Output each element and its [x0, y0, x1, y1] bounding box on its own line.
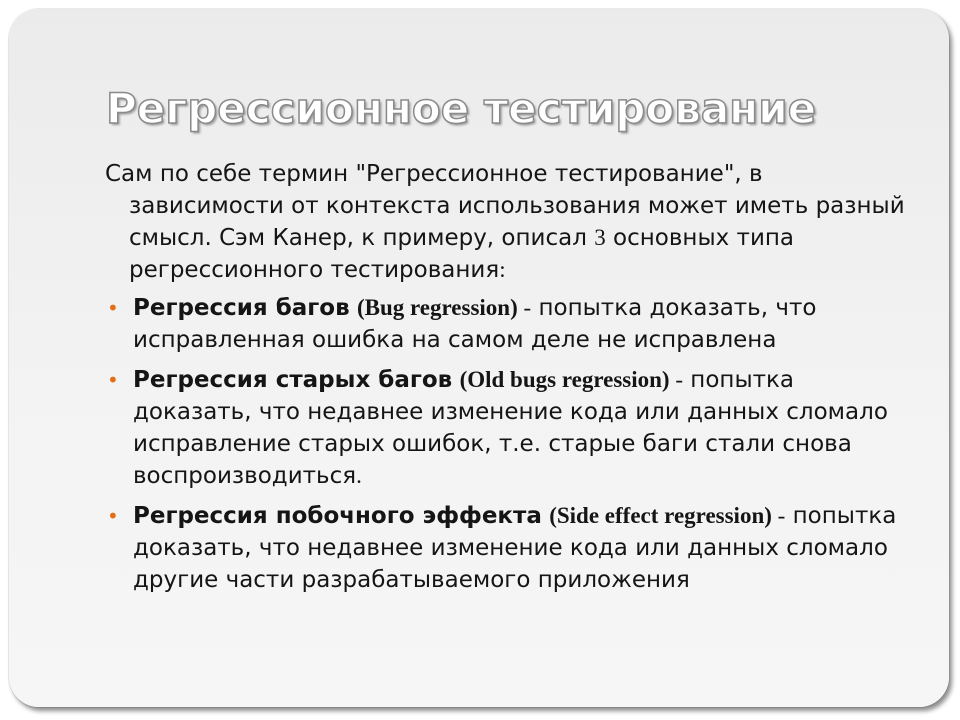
bullet-description: попытка доказать, что недавнее изменение кода или данных сломало исправление старых ошибок, т.е. старые баги стали снова воспроизводиться: [133, 367, 888, 489]
list-item: [105, 364, 905, 492]
bullet-term: Регрессия старых багов: [133, 367, 453, 393]
bullet-dot-icon: •: [107, 296, 119, 320]
list-item: [105, 500, 905, 596]
intro-colon: :: [499, 257, 506, 282]
bullet-description: попытка доказать, что недавнее изменение кода или данных сломало другие части разрабатываемого приложения: [133, 503, 897, 593]
intro-paragraph: [105, 158, 905, 286]
list-item: [105, 292, 905, 356]
bullet-description: попытка доказать, что исправленная ошибка на самом деле не исправлена: [133, 295, 817, 353]
intro-number: 3: [594, 225, 606, 250]
bullet-term: Регрессия багов: [133, 295, 350, 321]
intro-text: Сам по себе термин "Регрессионное тестирование", в зависимости от контекста использования может иметь разный смысл. Сэм Канер, к примеру, описал: [105, 161, 905, 251]
bullet-dash: -: [669, 367, 683, 392]
slide-title: Регрессионное тестирование: [106, 84, 817, 133]
bullet-english: (Bug regression): [356, 295, 518, 320]
bullet-dot-icon: •: [107, 504, 119, 528]
bullet-dash: -: [517, 295, 532, 320]
bullet-dash: -: [771, 503, 786, 528]
slide-body: [105, 158, 905, 604]
bullet-english: (Side effect regression): [549, 503, 772, 528]
bullet-end: .: [356, 463, 362, 488]
bullet-english: (Old bugs regression): [459, 367, 670, 392]
bullet-term: Регрессия побочного эффекта: [133, 503, 542, 529]
bullet-dot-icon: •: [107, 368, 119, 392]
intro-text-end: основных типа регрессионного тестирования: [129, 225, 795, 283]
